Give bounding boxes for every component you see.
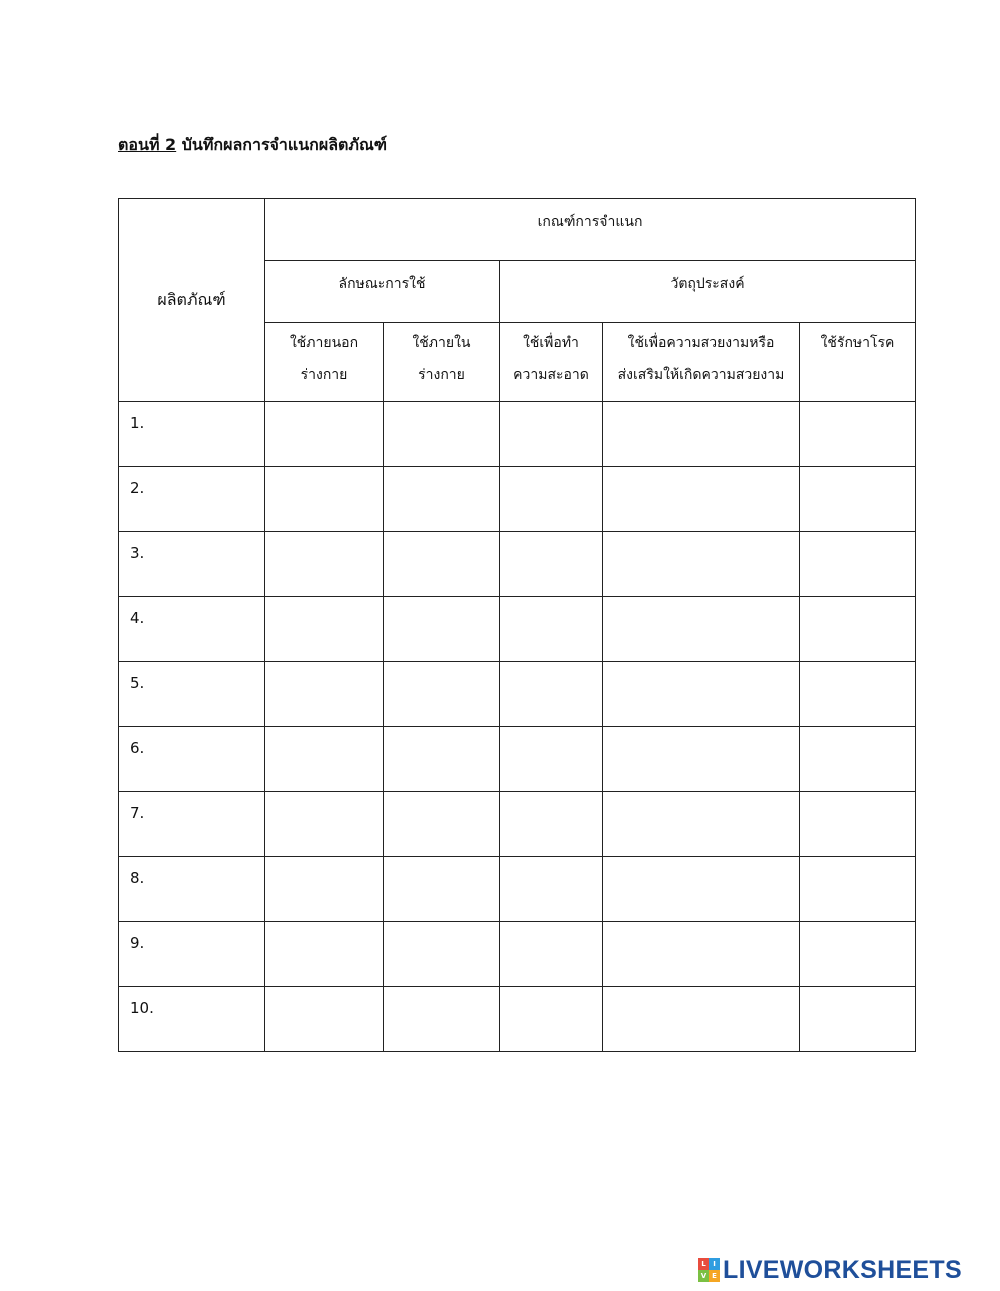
product-column-header: ผลิตภัณฑ์ — [119, 199, 265, 402]
row-number: 3. — [130, 544, 145, 562]
liveworksheets-logo — [698, 1256, 962, 1284]
answer-cell[interactable] — [603, 922, 800, 987]
answer-cell[interactable] — [384, 597, 500, 662]
row-number: 8. — [130, 869, 145, 887]
answer-cell[interactable] — [384, 532, 500, 597]
liveworksheets-icon: L I V E — [698, 1258, 720, 1282]
answer-cell[interactable] — [265, 987, 384, 1052]
answer-cell[interactable] — [603, 727, 800, 792]
row-number: 6. — [130, 739, 145, 757]
table-row — [119, 662, 916, 727]
row-number-cell — [119, 792, 265, 857]
treatment-header: ใช้รักษาโรค — [800, 323, 916, 402]
row-number-cell — [119, 922, 265, 987]
row-number-cell — [119, 402, 265, 467]
table-row — [119, 467, 916, 532]
table-row — [119, 792, 916, 857]
row-number: 10. — [130, 999, 154, 1017]
answer-cell[interactable] — [800, 987, 916, 1052]
answer-cell[interactable] — [603, 857, 800, 922]
section-title: บันทึกผลการจำแนกผลิตภัณฑ์ — [181, 135, 388, 154]
answer-cell[interactable] — [500, 662, 603, 727]
row-number-cell — [119, 987, 265, 1052]
answer-cell[interactable] — [603, 597, 800, 662]
criteria-header: เกณฑ์การจำแนก — [265, 199, 916, 261]
answer-cell[interactable] — [603, 792, 800, 857]
answer-cell[interactable] — [500, 597, 603, 662]
answer-cell[interactable] — [384, 727, 500, 792]
answer-cell[interactable] — [500, 922, 603, 987]
answer-cell[interactable] — [265, 857, 384, 922]
answer-cell[interactable] — [265, 792, 384, 857]
row-number: 4. — [130, 609, 145, 627]
answer-cell[interactable] — [265, 402, 384, 467]
classification-table — [118, 198, 916, 1052]
answer-cell[interactable] — [384, 467, 500, 532]
answer-cell[interactable] — [265, 727, 384, 792]
row-number: 9. — [130, 934, 145, 952]
table-row — [119, 857, 916, 922]
table-row — [119, 987, 916, 1052]
answer-cell[interactable] — [800, 402, 916, 467]
brand-name: LIVEWORKSHEETS — [723, 1255, 962, 1284]
row-number: 1. — [130, 414, 145, 432]
section-number: ตอนที่ 2 — [118, 135, 177, 154]
table-row — [119, 532, 916, 597]
answer-cell[interactable] — [800, 467, 916, 532]
usage-group-header: ลักษณะการใช้ — [265, 261, 500, 323]
answer-cell[interactable] — [603, 402, 800, 467]
row-number-cell — [119, 662, 265, 727]
beauty-header: ใช้เพื่อความสวยงามหรือ ส่งเสริมให้เกิดความสวยงาม — [603, 323, 800, 402]
answer-cell[interactable] — [500, 532, 603, 597]
answer-cell[interactable] — [800, 727, 916, 792]
answer-cell[interactable] — [500, 857, 603, 922]
row-number-cell — [119, 727, 265, 792]
row-number-cell — [119, 597, 265, 662]
answer-cell[interactable] — [265, 467, 384, 532]
answer-cell[interactable] — [603, 467, 800, 532]
external-use-header: ใช้ภายนอก ร่างกาย — [265, 323, 384, 402]
answer-cell[interactable] — [500, 402, 603, 467]
table-row — [119, 402, 916, 467]
answer-cell[interactable] — [603, 532, 800, 597]
answer-cell[interactable] — [265, 597, 384, 662]
answer-cell[interactable] — [265, 662, 384, 727]
answer-cell[interactable] — [500, 987, 603, 1052]
row-number: 5. — [130, 674, 145, 692]
row-number: 2. — [130, 479, 145, 497]
answer-cell[interactable] — [384, 987, 500, 1052]
row-number-cell — [119, 857, 265, 922]
cleaning-header: ใช้เพื่อทำ ความสะอาด — [500, 323, 603, 402]
answer-cell[interactable] — [500, 727, 603, 792]
purpose-group-header: วัตถุประสงค์ — [500, 261, 916, 323]
answer-cell[interactable] — [500, 467, 603, 532]
answer-cell[interactable] — [800, 597, 916, 662]
row-number: 7. — [130, 804, 145, 822]
answer-cell[interactable] — [603, 662, 800, 727]
answer-cell[interactable] — [800, 792, 916, 857]
answer-cell[interactable] — [603, 987, 800, 1052]
answer-cell[interactable] — [384, 792, 500, 857]
table-row — [119, 727, 916, 792]
answer-cell[interactable] — [800, 662, 916, 727]
internal-use-header: ใช้ภายใน ร่างกาย — [384, 323, 500, 402]
answer-cell[interactable] — [384, 922, 500, 987]
answer-cell[interactable] — [500, 792, 603, 857]
answer-cell[interactable] — [800, 922, 916, 987]
answer-cell[interactable] — [384, 857, 500, 922]
answer-cell[interactable] — [384, 402, 500, 467]
table-row — [119, 597, 916, 662]
section-heading — [118, 133, 387, 158]
answer-cell[interactable] — [265, 922, 384, 987]
table-row — [119, 922, 916, 987]
answer-cell[interactable] — [800, 532, 916, 597]
row-number-cell — [119, 467, 265, 532]
row-number-cell — [119, 532, 265, 597]
answer-cell[interactable] — [265, 532, 384, 597]
answer-cell[interactable] — [384, 662, 500, 727]
answer-cell[interactable] — [800, 857, 916, 922]
